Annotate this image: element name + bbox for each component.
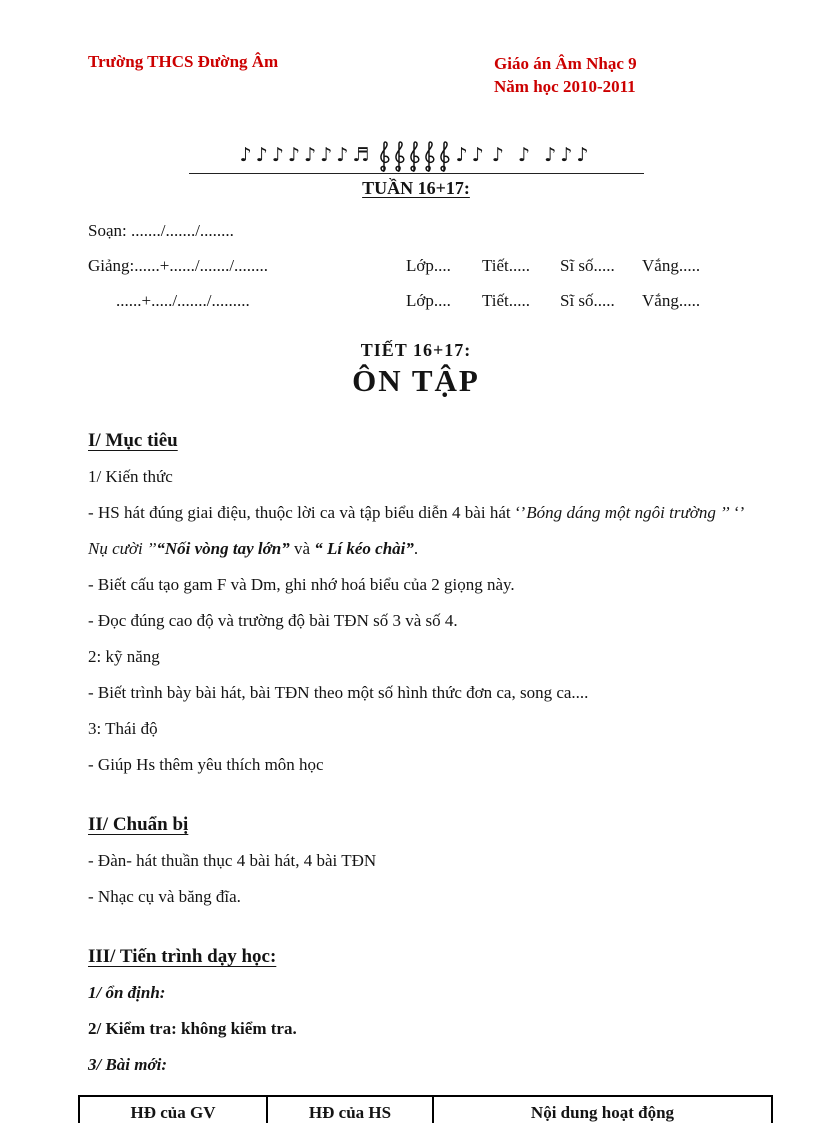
thai-do-line: 3: Thái độ [88, 719, 158, 738]
song-title-li-keo-chai: “ Lí kéo chài” [314, 539, 414, 558]
kiem-tra-line: 2/ Kiểm tra: không kiểm tra. [88, 1019, 297, 1038]
nhac-cu-line: - Nhạc cụ và băng đĩa. [88, 887, 241, 906]
lop-field: Lớp.... [406, 291, 451, 310]
ky-nang-line: 2: kỹ năng [88, 647, 160, 666]
si-so-field: Sĩ số..... [560, 256, 615, 275]
eighth-notes-left-icon: ♪♪♪♪♪♪♪♬ [239, 144, 374, 166]
eighth-notes-tail-icon: ♪ ♪ ♪♪♪ [491, 144, 593, 166]
hat-p2: ‘’ [729, 503, 744, 522]
tiet-field: Tiết..... [482, 256, 531, 275]
header-right [494, 52, 744, 98]
treble-clef-icon [377, 140, 391, 172]
music-notes-decoration [189, 138, 644, 174]
vang-field: Vắng..... [642, 291, 701, 310]
school-year: Năm học 2010-2011 [494, 77, 636, 96]
col-header-hd-hs: HĐ của HS [267, 1096, 433, 1123]
section-heading-muc-tieu: I/ Mục tiêu [88, 430, 178, 451]
hat-p1: - HS hát đúng giai điệu, thuộc lời ca và tập biểu diễn 4 bài hát ‘’ [88, 503, 527, 522]
treble-clef-icon [422, 140, 436, 172]
col-header-noi-dung: Nội dung hoạt động [433, 1096, 772, 1123]
vang-field: Vắng..... [642, 256, 701, 275]
lop-field: Lớp.... [406, 256, 451, 275]
gam-line: - Biết cấu tạo gam F và Dm, ghi nhớ hoá biểu của 2 giọng này. [88, 575, 515, 594]
song-title-bong-dang: Bóng dáng một ngôi trường ’’ [526, 503, 730, 522]
giang-line-1: Giảng:......+....../......./........ [88, 256, 269, 275]
on-dinh-line: 1/ ổn định: [88, 983, 166, 1002]
giang-line-2: ......+...../......./......... [116, 291, 250, 310]
admin-block [88, 213, 744, 318]
giup-hs-line: - Giúp Hs thêm yêu thích môn học [88, 755, 324, 774]
treble-clef-icons [377, 140, 451, 172]
trinh-bay-line: - Biết trình bày bài hát, bài TĐN theo một số hình thức đơn ca, song ca.... [88, 683, 589, 702]
cao-do-line: - Đọc đúng cao độ và trường độ bài TĐN số 3 và số 4. [88, 611, 458, 630]
activity-table [78, 1095, 773, 1123]
school-name: Trường THCS Đường Âm [88, 52, 279, 71]
treble-clef-icon [437, 140, 451, 172]
doc-title: Giáo án Âm Nhạc 9 [494, 54, 637, 73]
tiet-field: Tiết..... [482, 291, 531, 310]
section-heading-chuan-bi: II/ Chuẩn bị [88, 814, 189, 835]
section-heading-tien-trinh: III/ Tiến trình dạy học: [88, 946, 277, 967]
giang-row-1 [88, 248, 744, 283]
si-so-field: Sĩ số..... [560, 291, 615, 310]
hat-paragraph [88, 495, 744, 567]
document-header [88, 52, 744, 98]
eighth-notes-right-icon: ♪♪ [455, 144, 488, 166]
giang-row-2 [88, 283, 744, 318]
dan-line: - Đàn- hát thuần thục 4 bài hát, 4 bài TĐN [88, 851, 377, 870]
song-title-nu-cuoi: Nụ cười ’’ [88, 539, 157, 558]
hat-p3: và [289, 539, 315, 558]
lesson-number-title: TIẾT 16+17: [360, 340, 472, 360]
col-header-hd-gv: HĐ của GV [79, 1096, 267, 1123]
treble-clef-icon [407, 140, 421, 172]
bai-moi-line: 3/ Bài mới: [88, 1055, 168, 1074]
hat-p4: . [413, 539, 419, 558]
lesson-main-title: ÔN TẬP [352, 363, 480, 398]
song-title-noi-vong-tay-lon: “Nối vòng tay lớn” [156, 539, 290, 558]
treble-clef-icon [392, 140, 406, 172]
soan-row [88, 213, 744, 248]
soan-line: Soạn: ......./......./........ [88, 221, 234, 240]
week-title: TUẦN 16+17: [362, 178, 470, 198]
table-header-row [79, 1096, 772, 1123]
kien-thuc-line: 1/ Kiến thức [88, 467, 173, 486]
